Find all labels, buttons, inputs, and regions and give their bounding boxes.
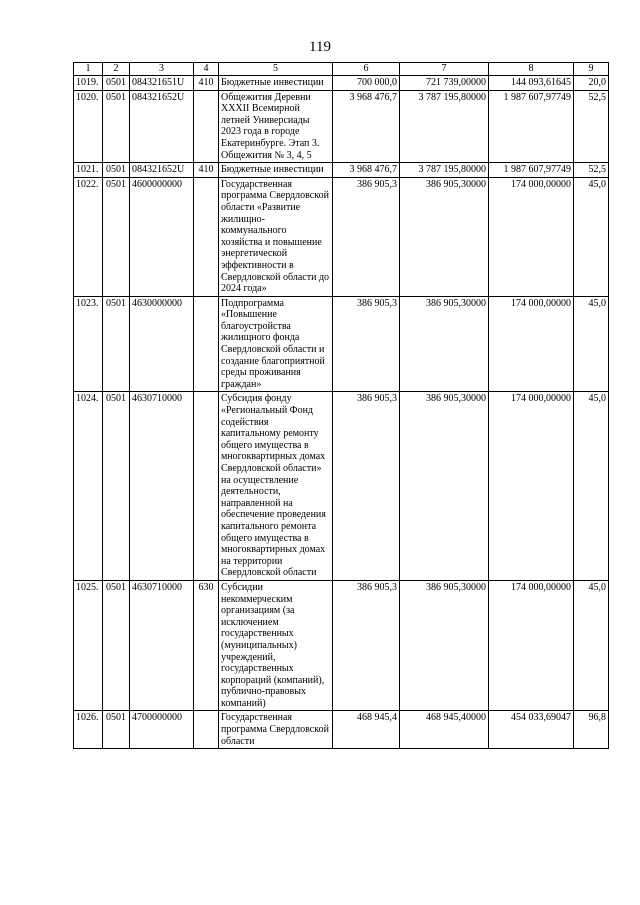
row-number-cell: 1021. [74,163,103,178]
table-row [74,711,609,749]
section-code-cell: 0501 [103,90,130,163]
section-code-cell: 0501 [103,177,130,296]
col-header-2: 2 [103,63,130,76]
percent-cell: 96,8 [574,711,609,749]
description-cell: Государственная программа Свердловской области [219,711,333,749]
amount-col7-cell: 468 945,40000 [400,711,489,749]
row-number-cell: 1020. [74,90,103,163]
page-number: 119 [309,39,331,55]
target-code-cell: 084321652U [130,90,194,163]
description-cell: Общежития Деревни XXXII Всемирной летней Универсиады 2023 года в городе Екатеринбурге. Этап 3. Общежития № 3, 4, 5 [219,90,333,163]
expense-type-cell [194,177,219,296]
amount-col6-cell: 386 905,3 [333,580,400,711]
section-code-cell: 0501 [103,580,130,711]
percent-cell: 52,5 [574,90,609,163]
percent-cell: 45,0 [574,392,609,581]
description-cell: Субсидия фонду «Региональный Фонд содействия капитальному ремонту общего имущества в многоквартирных домах Свердловской области» на осуществление деятельности, направленной на обеспечение проведения капитального ремонта общего имущества в многоквартирных домах на территории Свердловской области [219,392,333,581]
amount-col8-cell: 144 093,61645 [489,76,574,91]
expense-type-cell [194,90,219,163]
amount-col7-cell: 3 787 195,80000 [400,90,489,163]
target-code-cell: 084321651U [130,76,194,91]
amount-col8-cell: 174 000,00000 [489,392,574,581]
amount-col6-cell: 3 968 476,7 [333,163,400,178]
table-row [74,296,609,392]
amount-col8-cell: 454 033,69047 [489,711,574,749]
description-cell: Подпрограмма «Повышение благоустройства жилищного фонда Свердловской области и создание благоприятной среды проживания граждан» [219,296,333,392]
expense-type-cell [194,392,219,581]
percent-cell: 20,0 [574,76,609,91]
description-cell: Субсидии некоммерческим организациям (за исключением государственных (муниципальных) учреждений, государственных корпораций (компаний), публично-правовых компаний) [219,580,333,711]
target-code-cell: 4700000000 [130,711,194,749]
table-row [74,76,609,91]
expense-type-cell: 410 [194,163,219,178]
section-code-cell: 0501 [103,392,130,581]
amount-col6-cell: 700 000,0 [333,76,400,91]
amount-col7-cell: 3 787 195,80000 [400,163,489,178]
col-header-1: 1 [74,63,103,76]
table-row [74,392,609,581]
description-cell: Бюджетные инвестиции [219,163,333,178]
row-number-cell: 1022. [74,177,103,296]
target-code-cell: 084321652U [130,163,194,178]
amount-col7-cell: 721 739,00000 [400,76,489,91]
header-row [74,63,609,76]
col-header-8: 8 [489,63,574,76]
expense-type-cell: 410 [194,76,219,91]
col-header-7: 7 [400,63,489,76]
section-code-cell: 0501 [103,711,130,749]
table-row [74,580,609,711]
col-header-9: 9 [574,63,609,76]
amount-col7-cell: 386 905,30000 [400,177,489,296]
amount-col7-cell: 386 905,30000 [400,580,489,711]
section-code-cell: 0501 [103,163,130,178]
table-body [74,76,609,749]
amount-col6-cell: 3 968 476,7 [333,90,400,163]
expense-type-cell [194,296,219,392]
amount-col8-cell: 174 000,00000 [489,580,574,711]
percent-cell: 45,0 [574,177,609,296]
row-number-cell: 1024. [74,392,103,581]
amount-col6-cell: 468 945,4 [333,711,400,749]
percent-cell: 45,0 [574,580,609,711]
amount-col7-cell: 386 905,30000 [400,392,489,581]
percent-cell: 52,5 [574,163,609,178]
col-header-4: 4 [194,63,219,76]
budget-table [73,62,609,749]
row-number-cell: 1026. [74,711,103,749]
col-header-3: 3 [130,63,194,76]
amount-col6-cell: 386 905,3 [333,177,400,296]
amount-col8-cell: 174 000,00000 [489,177,574,296]
amount-col8-cell: 1 987 607,97749 [489,90,574,163]
percent-cell: 45,0 [574,296,609,392]
row-number-cell: 1023. [74,296,103,392]
amount-col7-cell: 386 905,30000 [400,296,489,392]
description-cell: Государственная программа Свердловской области «Развитие жилищно-коммунального хозяйства и повышение энергетической эффективности в Свердловской области до 2024 года» [219,177,333,296]
expense-type-cell: 630 [194,580,219,711]
col-header-5: 5 [219,63,333,76]
amount-col8-cell: 1 987 607,97749 [489,163,574,178]
row-number-cell: 1025. [74,580,103,711]
target-code-cell: 4630710000 [130,580,194,711]
expense-type-cell [194,711,219,749]
description-cell: Бюджетные инвестиции [219,76,333,91]
table-row [74,177,609,296]
table-row [74,90,609,163]
target-code-cell: 4600000000 [130,177,194,296]
section-code-cell: 0501 [103,296,130,392]
target-code-cell: 4630710000 [130,392,194,581]
table-row [74,163,609,178]
amount-col6-cell: 386 905,3 [333,392,400,581]
amount-col8-cell: 174 000,00000 [489,296,574,392]
target-code-cell: 4630000000 [130,296,194,392]
amount-col6-cell: 386 905,3 [333,296,400,392]
section-code-cell: 0501 [103,76,130,91]
col-header-6: 6 [333,63,400,76]
row-number-cell: 1019. [74,76,103,91]
